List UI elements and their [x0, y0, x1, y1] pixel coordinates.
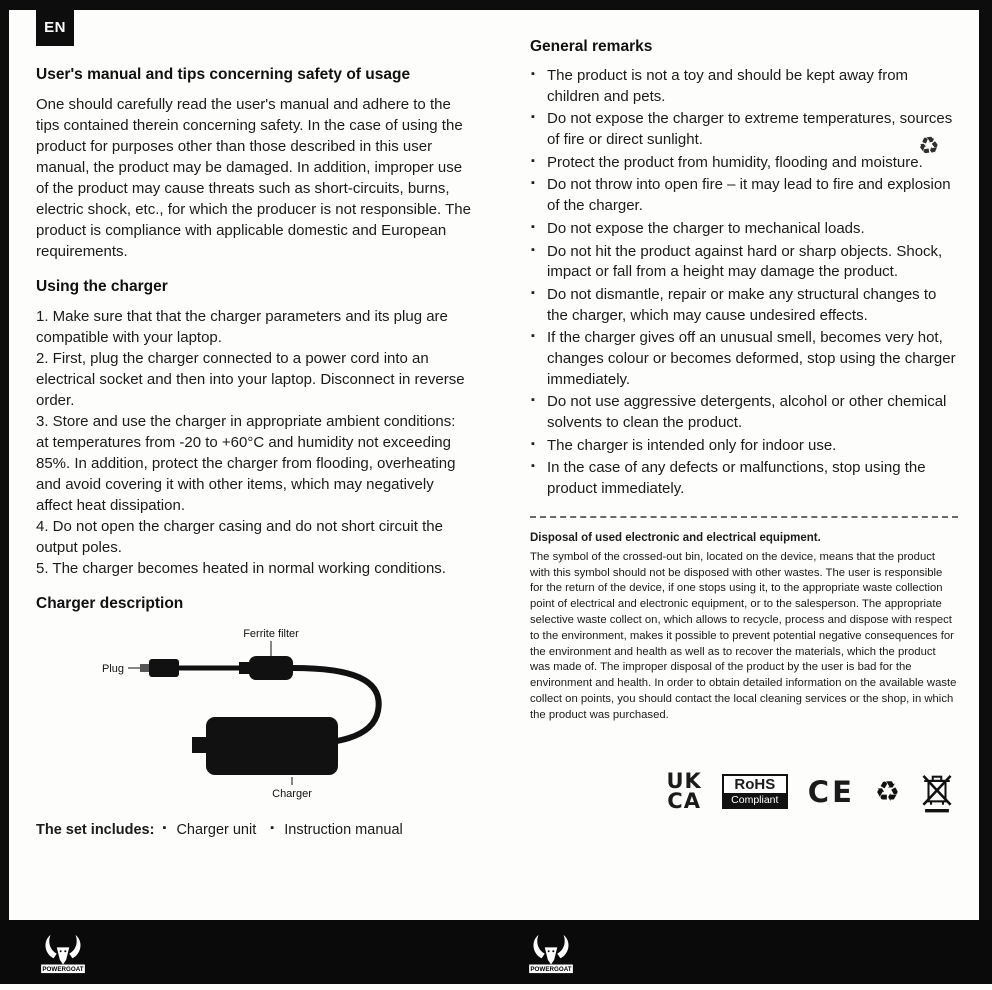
section-description — [36, 595, 472, 806]
usage-step: 4. Do not open the charger casing and do not short circuit the output poles. — [36, 518, 443, 556]
weee-bin-icon — [920, 770, 954, 814]
ferrite-filter-shape — [239, 656, 293, 680]
safety-paragraph: One should carefully read the user's manual and adhere to the tips contained therein concerning safety. In the case of using the product for purposes other than those described in this user manual, the product may be damaged. In addition, improper use of the product may cause threats such as short-circuits, burns, electric shock, etc., for which the producer is not responsible. The product is compliance with applicable domestic and European requirements. — [36, 96, 471, 260]
recycle-icon-margin: ♻ — [916, 130, 942, 162]
remark-item: ▪ Do not hit the product against hard or sharp objects. Shock, impact or fall from a height may damage the product. — [530, 242, 958, 283]
set-include-item: ▪ Instruction manual — [270, 822, 402, 838]
charger-diagram — [36, 623, 472, 806]
charger-label: Charger — [272, 788, 312, 800]
set-include-item: ▪ Charger unit — [162, 822, 256, 838]
right-column — [530, 30, 958, 838]
charger-body-shape — [192, 717, 338, 775]
footer-band — [0, 920, 992, 984]
goat-face — [57, 947, 70, 964]
left-border-bar — [0, 0, 9, 922]
powergoat-logo — [38, 925, 88, 979]
set-includes-label: The set includes: — [36, 822, 155, 838]
usage-step: 1. Make sure that that the charger parameters and its plug are compatible with your laptop. — [36, 308, 448, 346]
remark-item: ▪ Do not throw into open fire – it may lead to fire and explosion of the charger. — [530, 175, 958, 216]
language-badge: EN — [36, 8, 74, 46]
ukca-line1: UK — [666, 768, 702, 793]
remarks-heading: General remarks — [530, 38, 653, 55]
goat-horn-right — [69, 935, 80, 958]
usage-step: 2. First, plug the charger connected to a power cord into an electrical socket and then into your laptop. Disconnect in reverse order. — [36, 350, 465, 409]
powergoat-logo — [526, 925, 576, 979]
ukca-mark — [666, 768, 702, 813]
rohs-mark — [722, 774, 788, 809]
remark-item: ▪ If the charger gives off an unusual smell, becomes very hot, changes colour or becomes deformed, stop using the charger immediately. — [530, 328, 958, 390]
compliance-marks-row — [530, 770, 958, 814]
ferrite-filter-label: Ferrite filter — [243, 628, 299, 640]
left-column — [36, 30, 472, 838]
safety-heading: User's manual and tips concerning safety of usage — [36, 66, 411, 83]
goat-horn-right — [557, 935, 568, 958]
remarks-list — [530, 66, 958, 500]
plug-shape — [140, 659, 179, 677]
dashed-divider — [530, 516, 958, 518]
usage-step: 5. The charger becomes heated in normal working conditions. — [36, 560, 446, 577]
section-using — [36, 278, 472, 579]
remark-item: ▪ In the case of any defects or malfunctions, stop using the product immediately. — [530, 458, 958, 499]
remark-item: ▪ Do not expose the charger to extreme temperatures, sources of fire or direct sunlight. — [530, 109, 958, 150]
brand-name: POWERGOAT — [42, 966, 84, 974]
disposal-heading: Disposal of used electronic and electrical equipment. — [530, 531, 821, 544]
remark-item: ▪ The charger is intended only for indoor use. — [530, 436, 958, 457]
recycle-icon: ♻ — [874, 775, 900, 809]
top-border-bar — [0, 0, 992, 10]
ukca-line2: CA — [667, 788, 701, 813]
description-heading: Charger description — [36, 595, 184, 612]
remark-item: ▪ Protect the product from humidity, flooding and moisture. — [530, 153, 958, 174]
rohs-compliant-label: Compliant — [724, 793, 786, 807]
remark-item: ▪ Do not dismantle, repair or make any structural changes to the charger, which may cause undesired effects. — [530, 285, 958, 326]
remark-item: ▪ Do not expose the charger to mechanical loads. — [530, 219, 958, 240]
usage-steps — [36, 306, 472, 579]
goat-horn-left — [533, 935, 544, 958]
plug-label: Plug — [101, 663, 124, 675]
usage-step: 3. Store and use the charger in appropriate ambient conditions: at temperatures from -20 to +60°C and humidity not exceeding 85%. In addition, protect the charger from flooding, overheating and avoid covering it with other items, which may negatively affect heat dissipation. — [36, 413, 456, 514]
set-includes-row — [36, 822, 472, 838]
charger-diagram-svg — [36, 623, 456, 801]
section-safety — [36, 66, 472, 262]
rohs-label: RoHS — [734, 776, 776, 794]
goat-face — [545, 947, 558, 964]
ce-mark: CE — [807, 774, 855, 809]
page-content — [36, 30, 958, 838]
remark-item: ▪ Do not use aggressive detergents, alcohol or other chemical solvents to clean the product. — [530, 392, 958, 433]
goat-horn-left — [45, 935, 56, 958]
remark-item: ▪ The product is not a toy and should be kept away from children and pets. — [530, 66, 958, 107]
disposal-paragraph: The symbol of the crossed-out bin, located on the device, means that the product with this symbol should not be disposed with other wastes. The user is responsible for the return of the device, if one stops using it, to the appropriate waste collection point of electrical and electronic equipment, or to the salesperson. The appropriate selective waste collect on, which allows to recycle, process and dispose with respect to the environment, makes it possible to prevent potential negative consequences for the environment and health as well as to recover the materials, which the product was made of. The improper disposal of the product by the user is bad for the environment and health. In order to obtain detailed information on the available waste collect on points, you should contact the local cleaning services or the shop, in which the product was purchased. — [530, 550, 957, 721]
using-heading: Using the charger — [36, 278, 168, 295]
brand-name: POWERGOAT — [530, 966, 572, 974]
right-border-bar — [979, 0, 992, 922]
